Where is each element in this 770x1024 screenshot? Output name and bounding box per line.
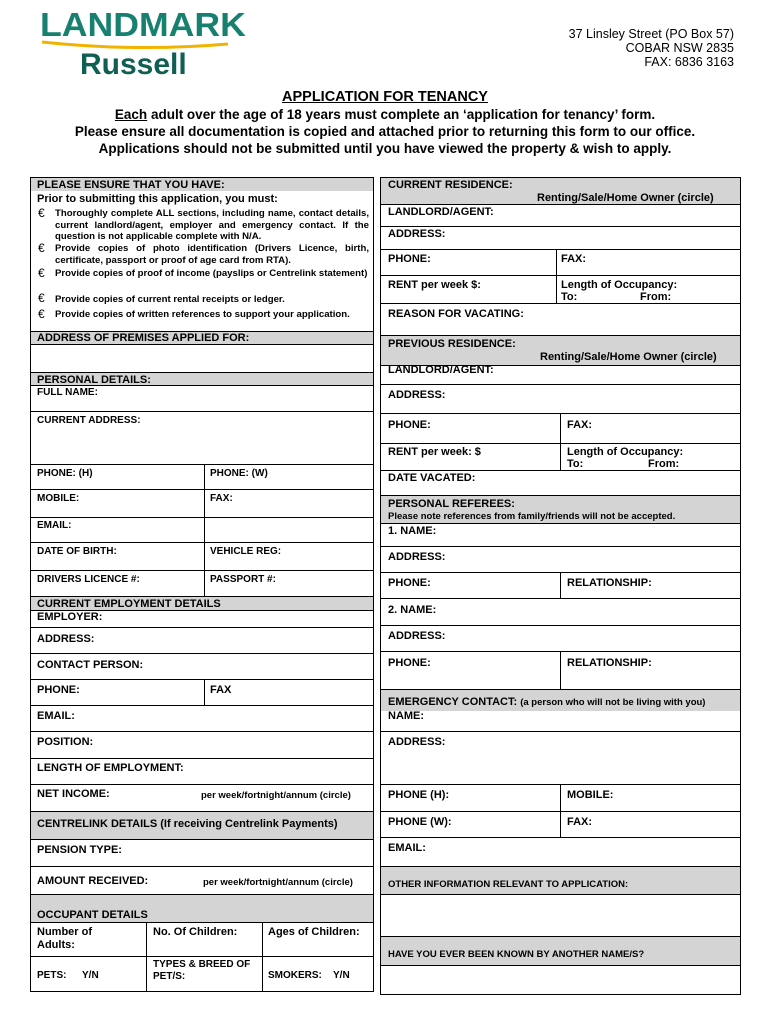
position-label: POSITION: <box>37 736 94 748</box>
current-res-circle: Renting/Sale/Home Owner (circle) <box>537 192 714 204</box>
emergency-address-label: ADDRESS: <box>388 736 446 748</box>
other-info-label: OTHER INFORMATION RELEVANT TO APPLICATION: <box>388 879 629 890</box>
contact-person-label: CONTACT PERSON: <box>37 659 144 671</box>
emergency-phone-w-label: PHONE (W): <box>388 816 452 828</box>
checklist-item: Provide copies of written references to support your application. <box>55 309 350 320</box>
referee2-relationship-label: RELATIONSHIP: <box>567 657 652 669</box>
occupancy2-to: To: <box>567 458 584 470</box>
emergency-phone-h-label: PHONE (H): <box>388 789 450 801</box>
personal-header: PERSONAL DETAILS: <box>37 374 151 386</box>
bullet-icon: € <box>38 307 45 321</box>
emergency-name-label: NAME: <box>388 710 425 722</box>
pets-label: PETS: <box>37 970 67 981</box>
pension-type-label: PENSION TYPE: <box>37 844 122 856</box>
agency-town: COBAR NSW 2835 <box>625 41 734 55</box>
checklist-item: Provide copies of proof of income (payslips or Centrelink statement) <box>55 268 368 279</box>
bullet-icon: € <box>38 206 45 220</box>
bullet-icon: € <box>38 241 45 255</box>
vehicle-reg-label: VEHICLE REG: <box>210 546 282 557</box>
net-income-label: NET INCOME: <box>37 788 110 800</box>
landmark-logo: LANDMARK <box>40 6 246 43</box>
phone2-label: PHONE: <box>388 419 431 431</box>
employer-phone-label: PHONE: <box>37 684 80 696</box>
referee1-address-label: ADDRESS: <box>388 551 446 563</box>
no-children-label: No. Of Children: <box>153 926 238 938</box>
bullet-icon: € <box>38 291 45 305</box>
checklist-item: Thoroughly complete ALL sections, including name, contact details, current landlord/agent, employer and emergency contact. If the question is not applicable complete with N/A. <box>55 208 369 242</box>
employer-address-label: ADDRESS: <box>37 633 95 645</box>
employer-label: EMPLOYER: <box>37 611 103 623</box>
emergency-note: (a person who will not be living with you) <box>520 697 706 708</box>
pet-types-label: TYPES & BREED OF PET/S: <box>153 959 251 982</box>
address-label: ADDRESS: <box>388 228 446 240</box>
referee1-phone-label: PHONE: <box>388 577 431 589</box>
employment-header: CURRENT EMPLOYMENT DETAILS <box>37 598 221 610</box>
smokers-yn: Y/N <box>333 970 350 981</box>
intro-line-3: Applications should not be submitted until you have viewed the property & wish to apply. <box>98 141 672 156</box>
previous-res-header: PREVIOUS RESIDENCE: <box>388 338 516 350</box>
employer-email-label: EMAIL: <box>37 710 75 722</box>
emergency-title: EMERGENCY CONTACT: <box>388 696 518 708</box>
intro-line-2: Please ensure all documentation is copied and attached prior to returning this form to our office. <box>74 124 696 139</box>
emergency-fax-label: FAX: <box>567 816 593 828</box>
pets-yn: Y/N <box>82 970 99 981</box>
occupancy-from: From: <box>640 291 672 303</box>
referees-header: PERSONAL REFEREES: <box>388 498 515 510</box>
checklist-item: Provide copies of photo identification (Drivers Licence, birth, certificate, passport or proof of age card from RTA). <box>55 243 369 266</box>
smokers-label: SMOKERS: <box>268 970 322 981</box>
referee1-relationship-label: RELATIONSHIP: <box>567 577 652 589</box>
referees-note: Please note references from family/friends will not be accepted. <box>388 511 676 522</box>
ensure-header: PLEASE ENSURE THAT YOU HAVE: <box>37 179 225 191</box>
emergency-mobile-label: MOBILE: <box>567 789 614 801</box>
phone-h-label: PHONE: (H) <box>37 468 93 479</box>
agency-fax: FAX: 6836 3163 <box>644 55 734 69</box>
landlord2-label: LANDLORD/AGENT: <box>388 364 494 376</box>
current-address-label: CURRENT ADDRESS: <box>37 415 141 426</box>
premises-header: ADDRESS OF PREMISES APPLIED FOR: <box>37 332 250 344</box>
occupancy2-from: From: <box>648 458 680 470</box>
referee2-name-label: 2. NAME: <box>388 604 437 616</box>
russell-logo: Russell <box>80 48 187 81</box>
address2-label: ADDRESS: <box>388 389 446 401</box>
date-vacated-label: DATE VACATED: <box>388 472 476 484</box>
mobile-label: MOBILE: <box>37 493 80 504</box>
current-res-header: CURRENT RESIDENCE: <box>388 179 513 191</box>
occupant-header: OCCUPANT DETAILS <box>37 909 148 921</box>
amount-period: per week/fortnight/annum (circle) <box>203 877 353 888</box>
centrelink-header: CENTRELINK DETAILS (If receiving Centrelink Payments) <box>37 818 338 830</box>
referee1-name-label: 1. NAME: <box>388 525 437 537</box>
passport-label: PASSPORT #: <box>210 574 276 585</box>
landlord-label: LANDLORD/AGENT: <box>388 206 494 218</box>
fax2-label: FAX: <box>567 419 593 431</box>
intro-line-1-rest: adult over the age of 18 years must complete an ‘application for tenancy’ form. <box>147 107 656 122</box>
emergency-header <box>388 696 705 708</box>
occupancy2-label: Length of Occupancy: <box>567 446 684 458</box>
phone-label: PHONE: <box>388 253 431 265</box>
fax-label: FAX: <box>210 493 233 504</box>
occupancy-label: Length of Occupancy: <box>561 279 678 291</box>
number-adults-label: Number of Adults: <box>37 926 92 951</box>
referee2-phone-label: PHONE: <box>388 657 431 669</box>
prior-text: Prior to submitting this application, you must: <box>37 193 278 205</box>
dob-label: DATE OF BIRTH: <box>37 546 117 557</box>
rent-label: RENT per week $: <box>388 279 481 291</box>
intro-each: Each <box>114 107 148 122</box>
emergency-email-label: EMAIL: <box>388 842 426 854</box>
intro-line-1 <box>0 107 770 122</box>
checklist-item: Provide copies of current rental receipts or ledger. <box>55 294 285 305</box>
ages-children-label: Ages of Children: <box>268 926 360 938</box>
bullet-icon: € <box>38 266 45 280</box>
previous-res-circle: Renting/Sale/Home Owner (circle) <box>540 351 717 363</box>
employer-fax-label: FAX <box>210 684 232 696</box>
amount-received-label: AMOUNT RECEIVED: <box>37 875 149 887</box>
net-income-period: per week/fortnight/annum (circle) <box>201 790 351 801</box>
email-label: EMAIL: <box>37 520 72 531</box>
rent2-label: RENT per week: $ <box>388 446 481 458</box>
full-name-label: FULL NAME: <box>37 387 98 398</box>
occupancy-to: To: <box>561 291 578 303</box>
agency-address: 37 Linsley Street (PO Box 57) <box>568 27 734 41</box>
length-employment-label: LENGTH OF EMPLOYMENT: <box>37 762 184 774</box>
reason-vacating-label: REASON FOR VACATING: <box>388 308 524 320</box>
page-title: APPLICATION FOR TENANCY <box>282 89 488 105</box>
known-by-label: HAVE YOU EVER BEEN KNOWN BY ANOTHER NAME/S? <box>388 949 645 960</box>
fax-label: FAX: <box>561 253 587 265</box>
referee2-address-label: ADDRESS: <box>388 630 446 642</box>
licence-label: DRIVERS LICENCE #: <box>37 574 140 585</box>
phone-w-label: PHONE: (W) <box>210 468 268 479</box>
